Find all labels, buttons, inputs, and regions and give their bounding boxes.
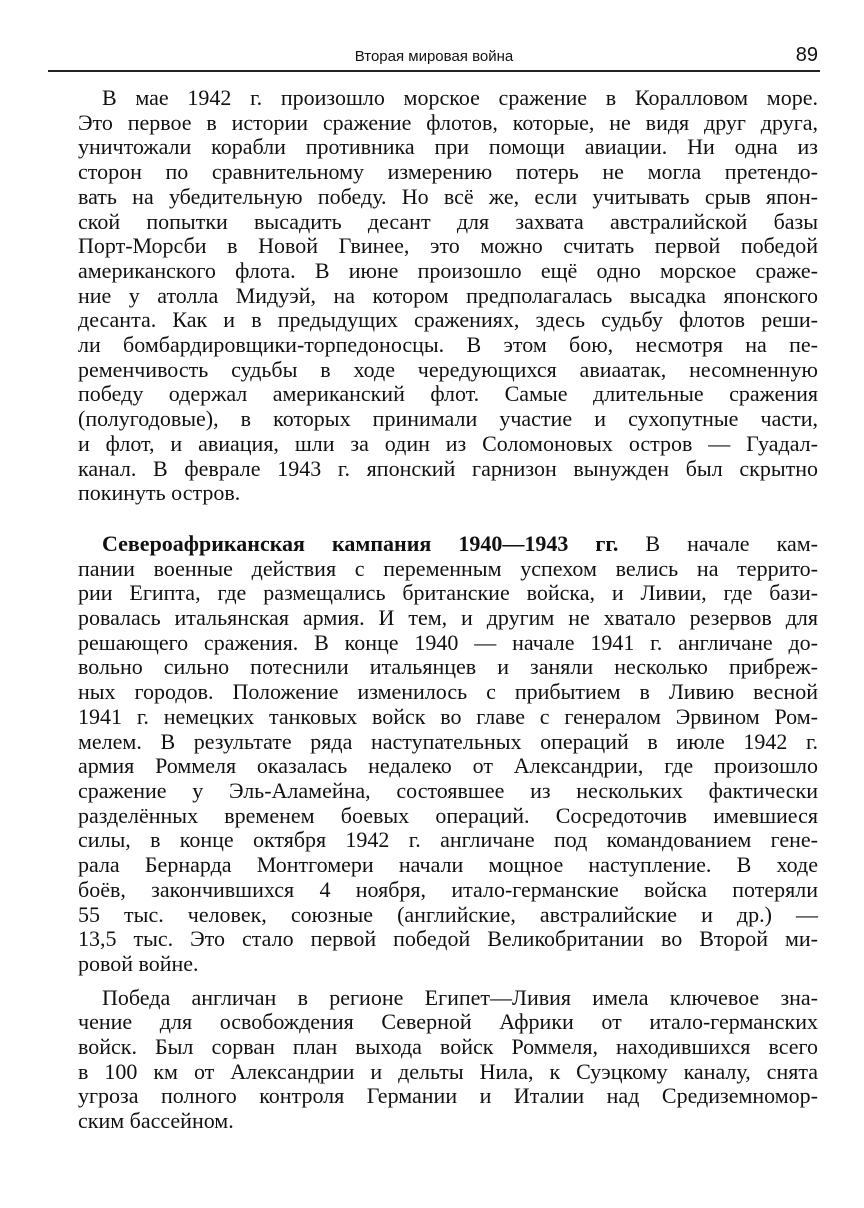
text-line: ных городов. Положение изменилось с прибытием в Ливию весной (78, 679, 818, 705)
text-line: ровой войне. (78, 950, 199, 976)
text-line: 55 тыс. человек, союзные (английские, австралийские и др.) — (78, 901, 818, 927)
text-line: победу одержал американский флот. Самые длительные сражения (78, 381, 818, 407)
text-line: в 100 км от Александрии и дельты Нила, к Суэцкому каналу, снята (78, 1058, 818, 1084)
text-line: ской попытки высадить десант для захвата австралийской базы (78, 208, 818, 234)
running-title: Вторая мировая война (354, 48, 514, 65)
text-line: боёв, закончившихся 4 ноября, итало-германские войска потеряли (78, 876, 818, 902)
text-line: силы, в конце октября 1942 г. англичане под командованием гене- (78, 827, 818, 853)
text-line (78, 532, 818, 557)
page-header (48, 44, 820, 72)
page-number: 89 (795, 44, 818, 66)
text-line: В мае 1942 г. произошло морское сражение в Коралловом море. (102, 85, 818, 110)
text-line: сражение у Эль-Аламейна, состоявшее из нескольких фактически (78, 777, 818, 803)
text-line: разделённых временем боевых операций. Сосредоточив имевшиеся (78, 802, 818, 828)
paragraph (78, 532, 818, 977)
text-line: Порт-Морсби в Новой Гвинее, это можно считать первой победой (78, 233, 818, 259)
text-line: пании военные действия с переменным успехом велись на террито- (78, 555, 818, 581)
text-line: канал. В феврале 1943 г. японский гарнизон вынужден был скрытно (78, 455, 818, 481)
text-line: (полугодовые), в которых принимали участие и сухопутные части, (78, 406, 818, 432)
text-line: вольно сильно потеснили итальянцев и заняли несколько прибреж- (78, 654, 818, 680)
paragraph (78, 986, 818, 1134)
text-line: армия Роммеля оказалась недалеко от Александрии, где произошло (78, 753, 818, 779)
section-heading: Североафриканская кампания 1940—1943 гг. (102, 530, 619, 556)
text-line: и флот, и авиация, шли за один из Соломоновых остров — Гуадал- (78, 430, 818, 456)
text-line: вать на убедительную победу. Но всё же, если учитывать срыв япон- (78, 183, 818, 209)
text-line: войск. Был сорван план выхода войск Роммеля, находившихся всего (78, 1034, 818, 1060)
text-line: чение для освобождения Северной Африки от итало-германских (78, 1009, 818, 1035)
text-line-content: В начале кам- (618, 530, 818, 556)
page-body (78, 86, 818, 1134)
text-line: рала Бернарда Монтгомери начали мощное наступление. В ходе (78, 852, 818, 878)
text-line: сторон по сравнительному измерению потерь не могла претендо- (78, 159, 818, 185)
text-line: мелем. В результате ряда наступательных операций в июле 1942 г. (78, 728, 818, 754)
text-line: американского флота. В июне произошло ещё одно морское сраже- (78, 257, 818, 283)
text-line: десанта. Как и в предыдущих сражениях, здесь судьбу флотов реши- (78, 307, 818, 333)
text-line: покинуть остров. (78, 480, 241, 506)
text-line: ли бомбардировщики-торпедоносцы. В этом бою, несмотря на пе- (78, 332, 818, 358)
paragraph (78, 86, 818, 506)
text-line: 1941 г. немецких танковых войск во главе с генералом Эрвином Ром- (78, 703, 818, 729)
text-line: Победа англичан в регионе Египет—Ливия имела ключевое зна- (102, 984, 818, 1010)
text-line: ременчивость судьбы в ходе чередующихся авиаатак, несомненную (78, 356, 818, 382)
text-line: угроза полного контроля Германии и Италии над Средиземномор- (78, 1083, 818, 1109)
text-line: ние у атолла Мидуэй, на котором предполагалась высадка японского (78, 282, 818, 308)
text-line: ровалась итальянская армия. И тем, и другим не хватало резервов для (78, 605, 818, 631)
text-line: ским бассейном. (78, 1108, 234, 1134)
text-line: решающего сражения. В конце 1940 — начале 1941 г. англичане до- (78, 629, 818, 655)
text-line: уничтожали корабли противника при помощи авиации. Ни одна из (78, 134, 818, 160)
text-line: рии Египта, где размещались британские войска, и Ливии, где бази- (78, 580, 818, 606)
text-line: Это первое в истории сражение флотов, которые, не видя друг друга, (78, 109, 818, 135)
text-line: 13,5 тыс. Это стало первой победой Великобритании во Второй ми- (78, 926, 818, 952)
